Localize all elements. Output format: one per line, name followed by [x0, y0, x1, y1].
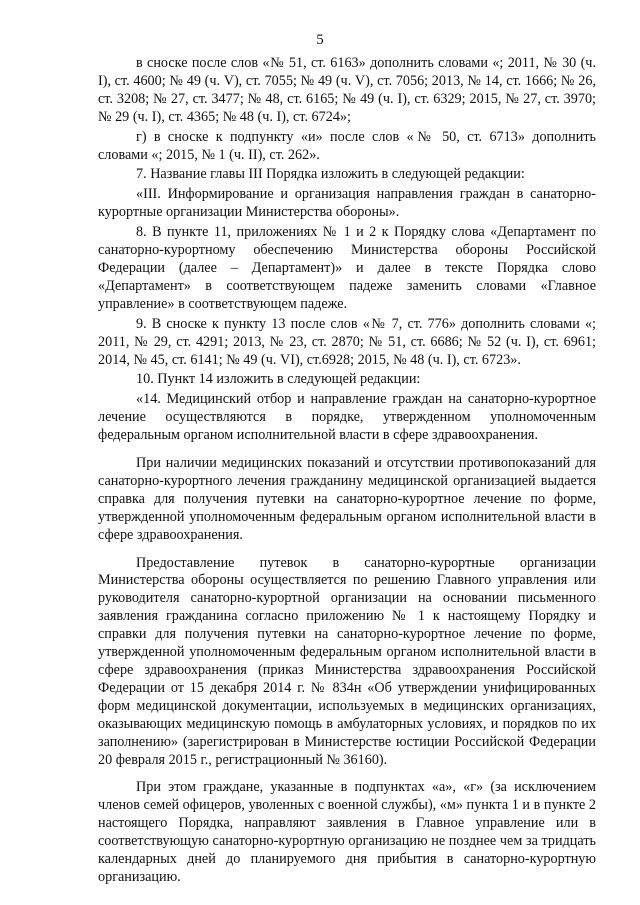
paragraph-item-9: 9. В сноске к пункту 13 после слов «№ 7, ст. 776» дополнить словами «; 2011, № 29, ст. 4291; 2013, № 23, ст. 2870; № 51, ст. 6686; № 52 (ч. I), ст. 6961; 2014, № 45, ст. 6141; № 49 (ч. VI), ст.6928; 2015, № 48 (ч. I), ст. 6723».: [98, 315, 596, 368]
paragraph-voucher-provision: Предоставление путевок в санаторно-курортные организации Министерства обороны осуществляется по решению Главного управления или руководителя санаторно-курортной организации на основании письменного заявления гражданина согласно приложению № 1 к настоящему Порядку и справки для получения путевки на санаторно-курортное лечение по форме, утвержденной уполномоченным федеральным органом исполнительной власти в сфере здравоохранения (приказ Министерства здравоохранения Российской Федерации от 15 декабря 2014 г. № 834н «Об утверждении унифицированных форм медицинской документации, используемых в медицинских организациях, оказывающих медицинскую помощь в амбулаторных условиях, и порядков по их заполнению» (зарегистрирован в Министерстве юстиции Российской Федерации 20 февраля 2015 г., регистрационный № 36160).: [98, 554, 596, 768]
paragraph-chapter-title: «III. Информирование и организация направления граждан в санаторно-курортные организации Министерства обороны».: [98, 186, 596, 221]
paragraph-footnote-addition: в сноске после слов «№ 51, ст. 6163» дополнить словами «; 2011, № 30 (ч. I), ст. 4600; № 49 (ч. V), ст. 7055; № 49 (ч. V), ст. 7056; 2013, № 14, ст. 1666; № 26, ст. 3208; № 27, ст. 3477; № 48, ст. 6165; № 49 (ч. I), ст. 6329; 2015, № 27, ст. 3970; № 29 (ч. I), ст. 4365; № 48 (ч. I), ст. 6724»;: [98, 55, 596, 125]
paragraph-application-deadline: При этом граждане, указанные в подпунктах «а», «г» (за исключением членов семей офицеров, уволенных с военной службы), «м» пункта 1 и в пункте 2 настоящего Порядка, направляют заявления в Главное управление или в соответствующую санаторно-курортную организацию не позднее чем за тридцать календарных дней до планируемого дня прибытия в санаторно-курортную организацию.: [98, 779, 596, 885]
paragraph-clause-14: «14. Медицинский отбор и направление граждан на санаторно-курортное лечение осуществляются в порядке, утвержденном уполномоченным федеральным органом исполнительной власти в сфере здравоохранения.: [98, 391, 596, 444]
paragraph-item-8: 8. В пункте 11, приложениях № 1 и 2 к Порядку слова «Департамент по санаторно-курортному обеспечению Министерства обороны Российской Федерации (далее – Департамент)» и далее в тексте Порядка слово «Департамент» в соответствующем падеже заменить словами «Главное управление» в соответствующем падеже.: [98, 224, 596, 312]
paragraph-medical-indications: При наличии медицинских показаний и отсутствии противопоказаний для санаторно-курортного лечения гражданину медицинской организацией выдается справка для получения путевки на санаторно-курортное лечение по форме, утвержденной уполномоченным федеральным органом исполнительной власти в сфере здравоохранения.: [98, 455, 596, 543]
document-body: [98, 55, 596, 889]
paragraph-item-10: 10. Пункт 14 изложить в следующей редакции:: [136, 371, 421, 388]
paragraph-subitem-g: г) в сноске к подпункту «и» после слов «№ 50, ст. 6713» дополнить словами «; 2015, № 1 (ч. II), ст. 262».: [98, 128, 596, 163]
page-number: 5: [316, 32, 324, 48]
paragraph-item-7: 7. Название главы III Порядка изложить в следующей редакции:: [136, 166, 525, 183]
